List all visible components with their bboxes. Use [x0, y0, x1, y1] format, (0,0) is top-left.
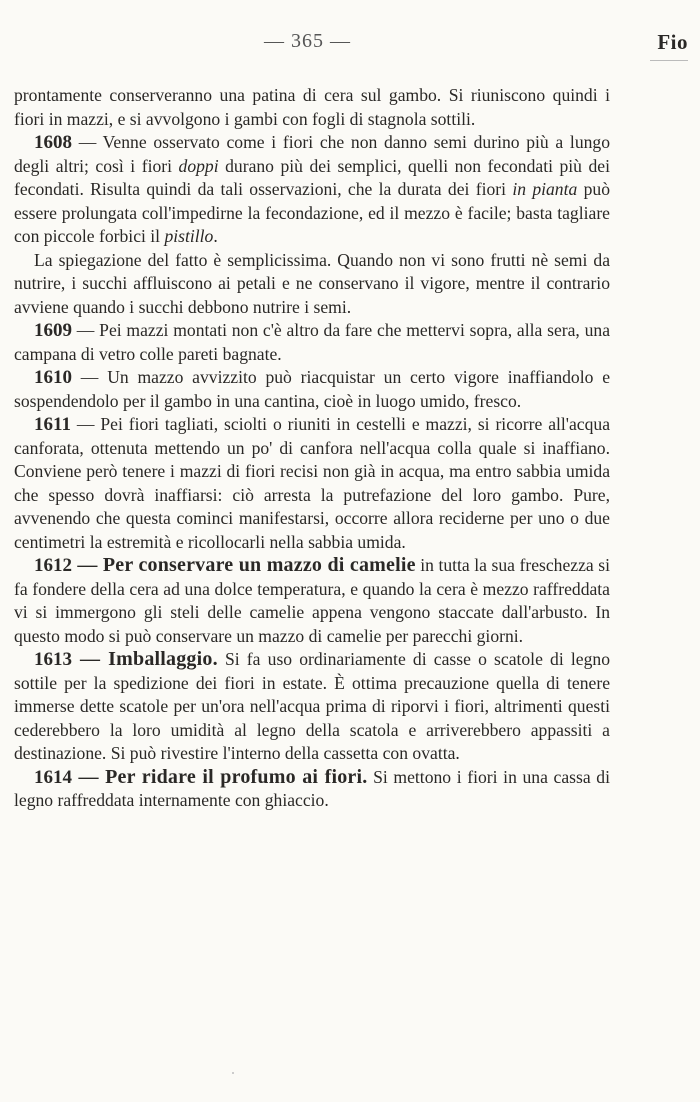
italic-term: in pianta	[512, 179, 578, 199]
dash-separator: —	[72, 132, 103, 152]
paragraph-text: Si fa uso ordinariamente di casse o scatole di legno sottile per la spedizione dei fiori in estate. È ottima precauzione quella di tenere immerse dette scatole per un'ora nell'acqua prima di riporvi i fiori, altrimenti questi cederebbero la loro umidità al legno della scatola e arriverebbero appassiti a destinazione. Si può rivestire l'interno della cassetta con ovatta.	[14, 649, 610, 763]
paragraph-text: Un mazzo avvizzito può riacquistar un certo vigore inaffiandolo e sospendendolo per il gambo in una cantina, cioè in luogo umido, fresco.	[14, 367, 611, 411]
paragraph-text: Pei mazzi montati non c'è altro da fare che mettervi sopra, alla sera, una campana di vetro colle pareti bagnate.	[14, 320, 611, 364]
paragraph-number: 1609	[34, 320, 72, 341]
page-speck	[232, 1072, 234, 1074]
dash-separator: —	[72, 554, 103, 576]
dash-separator: —	[72, 765, 106, 788]
paragraph-text: .	[213, 226, 218, 246]
paragraph-1609	[14, 319, 610, 366]
header-rule	[650, 60, 688, 61]
paragraph-text: può essere prolungata coll'impedirne la fecondazione, ed il mezzo è facile; basta tagliare con piccole forbici il	[14, 179, 610, 246]
paragraph-heading: Imballaggio.	[108, 648, 218, 670]
dash-separator: —	[72, 648, 109, 670]
paragraph-text: durano più dei semplici, quelli non fecondati più dei fecondati. Risulta quindi da tali osservazioni, che la durata dei fiori	[14, 155, 610, 199]
paragraph-heading: Per ridare il profumo ai fiori.	[105, 765, 368, 788]
dash-separator: —	[72, 320, 100, 340]
paragraph-1608	[14, 131, 610, 249]
paragraph-number: 1611	[34, 414, 71, 435]
paragraph-explanation	[14, 249, 610, 320]
paragraph-number: 1608	[34, 132, 72, 153]
paragraph-text: Venne osservato come i fiori che non danno semi durino più a lungo degli altri; così i fiori	[14, 132, 611, 176]
body-text	[14, 84, 610, 813]
paragraph-number: 1612	[34, 555, 72, 576]
paragraph-text: prontamente conserveranno una patina di cera sul gambo. Si riuniscono quindi i fiori in mazzi, e si avvolgono i gambi con fogli di stagnola sottili.	[14, 85, 610, 129]
paragraph-number: 1614	[34, 766, 72, 788]
paragraph-number: 1610	[34, 367, 72, 388]
paragraph-1614	[14, 766, 610, 813]
paragraph-text: Si mettono i fiori in una cassa di legno raffreddata internamente con ghiaccio.	[14, 766, 610, 810]
paragraph-text: in tutta la sua freschezza si fa fondere della cera ad una dolce temperatura, e quando la cera è mezzo raffreddata vi si immergono gli steli delle camelie appena vengono staccate dall'arbusto. In questo modo si può conservare un mazzo di camelie per parecchi giorni.	[14, 555, 610, 646]
dash-separator: —	[70, 414, 101, 434]
running-head: Fio	[657, 30, 688, 54]
paragraph-number: 1613	[34, 649, 72, 670]
paragraph-text: Pei fiori tagliati, sciolti o riuniti in cestelli e mazzi, si ricorre all'acqua canforata, ottenuta mettendo un po' di canfora nell'acqua colla quale si inaffiano. Conviene però tenere i mazzi di fiori recisi non già in acqua, ma entro sabbia umida che spesso dovrà inaffiarsi: ciò arresta la putrefazione del loro gambo. Pure, avvenendo che questa cominci manifestarsi, occorre allora reciderne per uno o due centimetri la estremità e ricollocarli nella sabbia umida.	[14, 414, 610, 552]
paragraph-1611	[14, 413, 610, 554]
page-number: — 365 —	[264, 30, 351, 52]
page-header	[14, 30, 688, 60]
paragraph-1610	[14, 366, 610, 413]
paragraph-continued	[14, 84, 610, 131]
paragraph-text: La spiegazione del fatto è semplicissima. Quando non vi sono frutti nè semi da nutrire, i succhi affluiscono ai petali e ne conservano il vigore, mentre il contrario avviene quando i succhi debbono nutrire i semi.	[14, 249, 610, 317]
paragraph-heading: Per conservare un mazzo di camelie	[102, 554, 416, 576]
dash-separator: —	[72, 367, 108, 387]
paragraph-1612	[14, 554, 610, 648]
italic-term: pistillo	[164, 226, 214, 246]
paragraph-1613	[14, 648, 610, 766]
italic-term: doppi	[178, 155, 219, 176]
